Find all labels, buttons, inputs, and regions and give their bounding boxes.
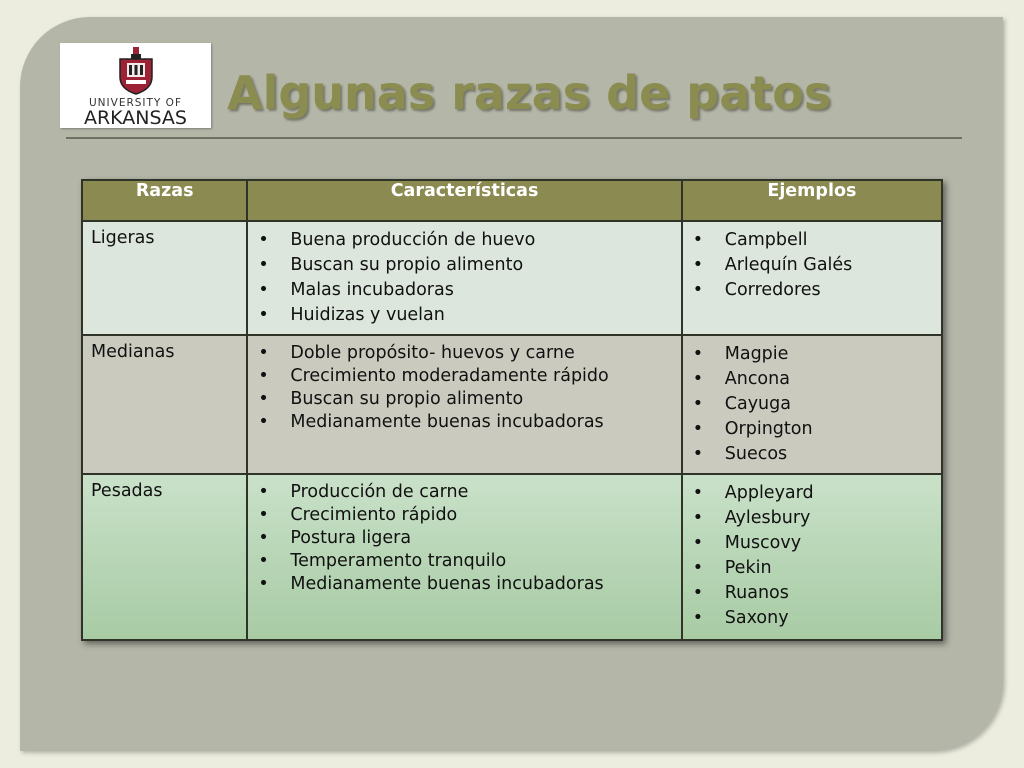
logo-text-line1: UNIVERSITY OF [89,97,182,109]
list-item: • Suecos [691,442,933,467]
list-item: • Medianamente buenas incubadoras [256,573,672,596]
ejemplos-cell [682,474,942,640]
header-ejemplos: Ejemplos [682,180,942,221]
logo-text-line2: ARKANSAS [83,107,187,129]
breeds-table [81,179,943,641]
list-item: • Buena producción de huevo [256,228,672,253]
raza-cell: Medianas [82,335,247,474]
list-item: • Saxony [691,606,933,631]
list-item: • Ancona [691,367,933,392]
ejemplos-cell [682,335,942,474]
list-item: • Buscan su propio alimento [256,388,672,411]
ejemplos-list [691,342,933,467]
table-row [82,474,942,640]
list-item: • Muscovy [691,531,933,556]
list-item: • Orpington [691,417,933,442]
ejemplos-list [691,481,933,631]
ejemplos-list [691,228,933,303]
list-item: • Temperamento tranquilo [256,550,672,573]
list-item: • Crecimiento moderadamente rápido [256,365,672,388]
title-divider [66,137,962,139]
list-item: • Producción de carne [256,481,672,504]
list-item: • Appleyard [691,481,933,506]
list-item: • Medianamente buenas incubadoras [256,411,672,434]
raza-cell: Ligeras [82,221,247,335]
crest-icon [117,47,155,95]
caracteristicas-cell [247,335,681,474]
caracteristicas-list [256,481,672,596]
raza-cell: Pesadas [82,474,247,640]
header-razas: Razas [82,180,247,221]
list-item: • Arlequín Galés [691,253,933,278]
list-item: • Malas incubadoras [256,278,672,303]
list-item: • Ruanos [691,581,933,606]
list-item: • Doble propósito- huevos y carne [256,342,672,365]
caracteristicas-list [256,228,672,328]
list-item: • Aylesbury [691,506,933,531]
ejemplos-cell [682,221,942,335]
caracteristicas-cell [247,474,681,640]
table-header-row [82,180,942,221]
list-item: • Pekin [691,556,933,581]
list-item: • Cayuga [691,392,933,417]
caracteristicas-list [256,342,672,434]
list-item: • Crecimiento rápido [256,504,672,527]
list-item: • Campbell [691,228,933,253]
university-logo [60,43,211,128]
table-row [82,335,942,474]
header-caracteristicas: Características [247,180,681,221]
caracteristicas-cell [247,221,681,335]
slide-title: Algunas razas de patos [227,66,832,120]
list-item: • Magpie [691,342,933,367]
table-row [82,221,942,335]
list-item: • Buscan su propio alimento [256,253,672,278]
list-item: • Huidizas y vuelan [256,303,672,328]
list-item: • Corredores [691,278,933,303]
list-item: • Postura ligera [256,527,672,550]
